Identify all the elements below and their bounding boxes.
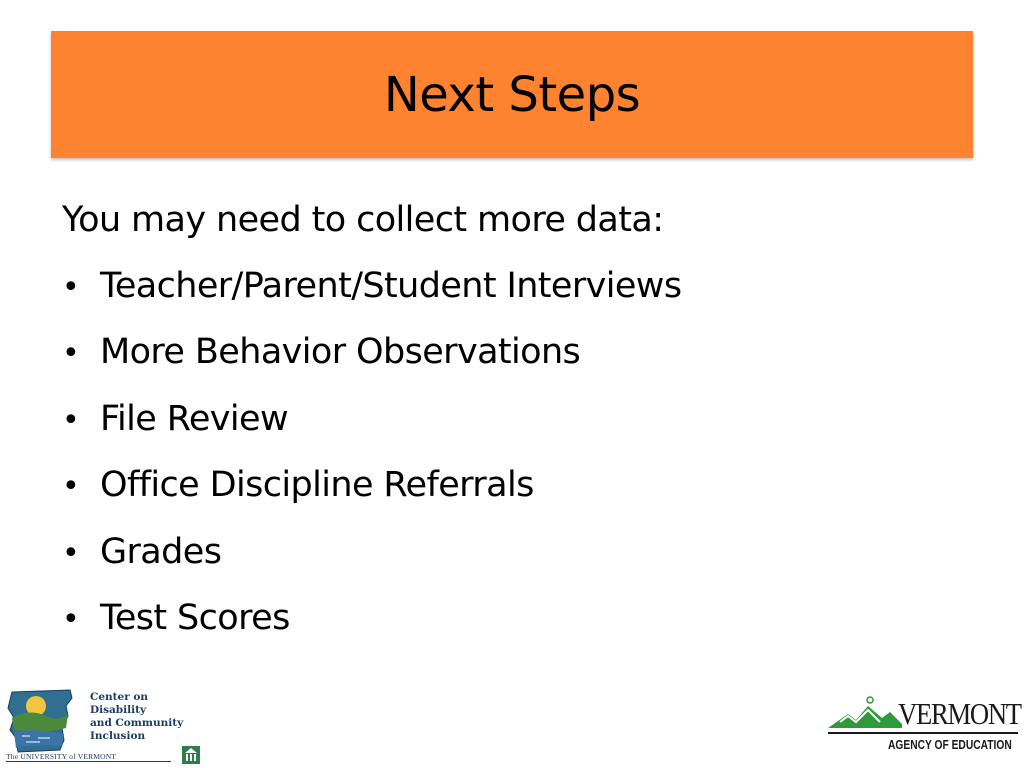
divider	[6, 761, 171, 762]
agency-name: AGENCY OF EDUCATION	[888, 738, 1012, 752]
bullet-text: More Behavior Observations	[100, 332, 581, 372]
bullet-text: Teacher/Parent/Student Interviews	[100, 265, 682, 306]
intro-text: You may need to collect more data:	[62, 200, 664, 240]
bullet-item	[62, 320, 962, 387]
bullet-icon: •	[62, 469, 80, 504]
bullet-text: Grades	[100, 531, 222, 572]
bullet-item	[62, 254, 962, 321]
bullet-icon: •	[62, 269, 80, 305]
bullet-icon: •	[62, 336, 80, 371]
bullet-text: Test Scores	[100, 598, 290, 638]
vermont-wordmark: VERMONT	[898, 696, 1021, 731]
bullet-text: Office Discipline Referrals	[100, 465, 534, 505]
mountain-icon	[826, 694, 906, 732]
slide-body	[62, 188, 962, 653]
vermont-aoe-logo	[826, 694, 1020, 758]
bullet-icon: •	[62, 602, 80, 637]
bullet-item	[62, 453, 962, 520]
bullet-item	[62, 520, 962, 587]
cdci-name: Center on Disability and Community Inclusion	[90, 691, 184, 742]
divider	[828, 732, 1018, 734]
title-banner	[51, 31, 973, 158]
vermont-map-icon	[6, 688, 84, 754]
bullet-text: File Review	[100, 398, 288, 439]
bullet-icon: •	[62, 402, 80, 438]
bullet-item	[62, 387, 962, 454]
university-name: The UNIVERSITY of VERMONT	[6, 752, 117, 761]
cdci-logo	[6, 688, 216, 766]
building-icon	[182, 746, 200, 764]
bullet-list	[62, 254, 962, 653]
bullet-icon: •	[62, 535, 80, 571]
bullet-item	[62, 586, 962, 653]
slide-title: Next Steps	[383, 66, 641, 123]
